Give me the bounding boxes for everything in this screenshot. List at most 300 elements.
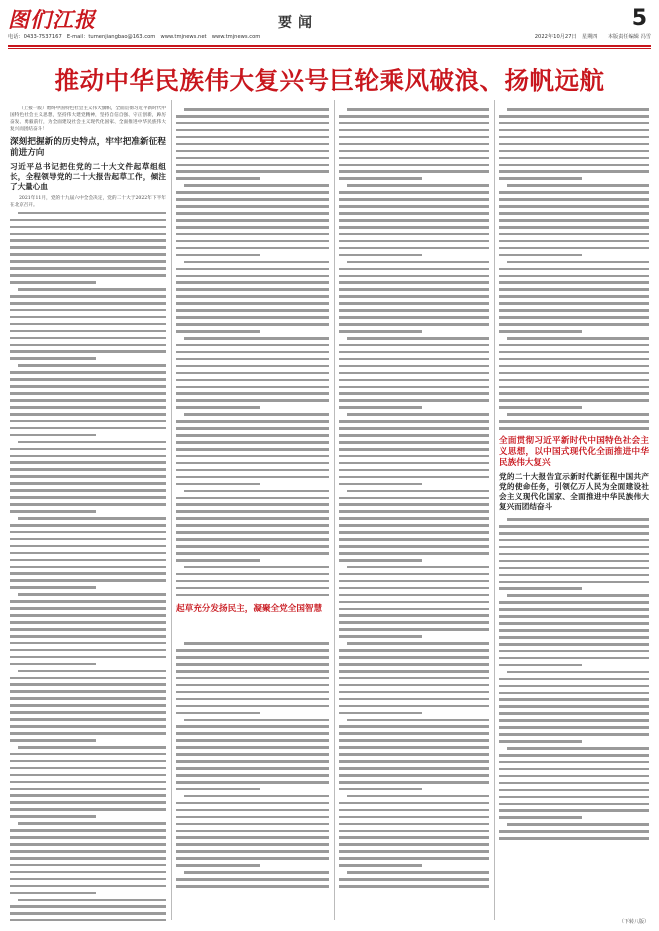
text-line-ink xyxy=(499,726,649,729)
text-line xyxy=(10,348,166,355)
text-line xyxy=(176,203,329,210)
text-line-ink xyxy=(176,365,329,368)
text-line-ink xyxy=(10,614,166,617)
intro-paragraph: （上接一版）始终中国特色社会主义伟大旗帜，全面贯彻习近平新时代中国特色社会主义思想，坚持伟大建党精神，坚持自信自强、守正创新，踔厉奋发、勇毅前行，为全面建设社会主义现代化国家、全面推进中华民族伟大复兴而团结奋斗！ xyxy=(10,106,166,132)
text-line-ink xyxy=(10,413,166,416)
text-line-ink xyxy=(339,205,489,208)
text-line-ink xyxy=(10,226,166,229)
text-line xyxy=(176,508,329,515)
text-line-ink xyxy=(10,690,166,693)
text-line xyxy=(176,189,329,196)
text-line xyxy=(10,765,166,772)
text-line xyxy=(339,384,489,391)
text-line xyxy=(176,404,329,411)
text-line xyxy=(339,293,489,300)
text-line-ink xyxy=(10,697,166,700)
text-line-ink xyxy=(499,532,649,535)
text-line xyxy=(176,460,329,467)
text-line xyxy=(10,237,166,244)
text-line xyxy=(339,231,489,238)
text-line-ink xyxy=(10,683,166,686)
text-line-ink xyxy=(176,739,329,742)
text-line-ink xyxy=(339,365,489,368)
text-line-ink xyxy=(10,448,166,451)
text-line-ink xyxy=(184,413,329,416)
text-line xyxy=(176,786,329,793)
text-line xyxy=(10,279,166,286)
text-line xyxy=(339,370,489,377)
text-line xyxy=(176,772,329,779)
text-line xyxy=(10,522,166,529)
text-line xyxy=(10,508,166,515)
text-line xyxy=(176,758,329,765)
text-line xyxy=(339,328,489,335)
text-line-ink xyxy=(176,191,329,194)
text-line-ink xyxy=(10,482,166,485)
text-line-ink xyxy=(176,164,329,167)
text-line-ink xyxy=(176,691,329,694)
text-line-ink xyxy=(10,878,166,881)
column-divider xyxy=(334,100,335,920)
text-line-ink xyxy=(339,295,489,298)
text-line-ink xyxy=(10,323,166,326)
text-line xyxy=(339,453,489,460)
text-line xyxy=(499,141,649,148)
text-line-ink xyxy=(339,857,489,860)
text-line xyxy=(499,411,649,418)
text-line-ink xyxy=(499,288,649,291)
text-line xyxy=(339,751,489,758)
text-line xyxy=(499,745,649,752)
text-line-ink xyxy=(184,108,329,111)
text-line-ink xyxy=(339,628,489,631)
text-line xyxy=(339,862,489,869)
text-line xyxy=(339,141,489,148)
text-line xyxy=(10,210,166,217)
text-line-ink xyxy=(339,420,489,423)
text-line-ink xyxy=(499,761,649,764)
text-line xyxy=(10,265,166,272)
text-line xyxy=(176,869,329,876)
text-line xyxy=(10,480,166,487)
text-line xyxy=(499,404,649,411)
text-line-ink xyxy=(176,129,329,132)
text-line-ink xyxy=(499,212,649,215)
text-line xyxy=(499,579,649,586)
text-line xyxy=(10,654,166,661)
text-line-ink xyxy=(499,650,649,653)
text-line-ink xyxy=(499,837,649,840)
text-line xyxy=(176,723,329,730)
text-line xyxy=(499,606,649,613)
text-line xyxy=(176,141,329,148)
text-line-ink xyxy=(339,621,489,624)
text-line-ink xyxy=(339,649,489,652)
text-line xyxy=(339,599,489,606)
text-line-ink xyxy=(499,636,649,639)
text-line xyxy=(176,793,329,800)
text-line-ink xyxy=(10,788,166,791)
text-line xyxy=(339,321,489,328)
text-line-ink xyxy=(339,386,489,389)
text-line-ink xyxy=(10,302,166,305)
text-line-ink xyxy=(10,538,166,541)
text-line-ink xyxy=(339,344,489,347)
text-line-ink xyxy=(339,885,489,888)
text-line-ink xyxy=(176,538,329,541)
text-line xyxy=(339,196,489,203)
text-line xyxy=(10,293,166,300)
text-line-ink xyxy=(339,864,422,867)
text-line xyxy=(499,113,649,120)
text-line xyxy=(339,578,489,585)
text-line-ink xyxy=(176,712,260,715)
text-line xyxy=(499,397,649,404)
text-line-ink xyxy=(499,733,649,736)
text-line-ink xyxy=(339,878,489,881)
text-line xyxy=(10,633,166,640)
text-line-ink xyxy=(339,247,489,250)
text-line xyxy=(499,293,649,300)
text-line-ink xyxy=(339,497,489,500)
text-line-ink xyxy=(499,136,649,139)
text-line-ink xyxy=(339,510,489,513)
text-line-ink xyxy=(10,621,166,624)
text-line xyxy=(176,474,329,481)
text-line-ink xyxy=(339,746,489,749)
text-line xyxy=(499,537,649,544)
text-line-ink xyxy=(507,184,649,187)
text-line xyxy=(339,349,489,356)
text-line xyxy=(499,231,649,238)
text-line-ink xyxy=(499,323,649,326)
text-line-ink xyxy=(10,864,166,867)
text-line-ink xyxy=(176,476,329,479)
text-line xyxy=(339,876,489,883)
text-line-ink xyxy=(347,337,489,340)
text-line-ink xyxy=(176,823,329,826)
text-line xyxy=(10,779,166,786)
text-line xyxy=(176,210,329,217)
text-line-ink xyxy=(499,587,582,590)
text-line-ink xyxy=(339,656,489,659)
text-line xyxy=(339,758,489,765)
text-line xyxy=(499,377,649,384)
text-line xyxy=(499,828,649,835)
text-line-ink xyxy=(499,664,582,667)
text-line xyxy=(176,252,329,259)
text-line-ink xyxy=(176,150,329,153)
text-line-ink xyxy=(339,351,489,354)
text-line xyxy=(176,217,329,224)
text-line-ink xyxy=(18,670,166,673)
text-line-ink xyxy=(499,775,649,778)
text-line-ink xyxy=(339,830,489,833)
text-line xyxy=(176,710,329,717)
text-line xyxy=(10,342,166,349)
text-line xyxy=(339,515,489,522)
text-line xyxy=(499,224,649,231)
text-line xyxy=(339,703,489,710)
text-line xyxy=(176,571,329,578)
text-line-ink xyxy=(176,288,329,291)
text-line xyxy=(499,599,649,606)
text-line-ink xyxy=(499,796,649,799)
text-line-ink xyxy=(10,371,166,374)
text-line-ink xyxy=(339,330,422,333)
text-line-ink xyxy=(339,427,489,430)
text-line xyxy=(339,286,489,293)
text-line-ink xyxy=(10,274,166,277)
text-line xyxy=(10,910,166,917)
text-line-ink xyxy=(176,427,329,430)
text-line-ink xyxy=(507,337,649,340)
text-line xyxy=(499,266,649,273)
text-line-ink xyxy=(10,475,166,478)
text-line xyxy=(339,425,489,432)
text-line xyxy=(339,848,489,855)
article-column-3 xyxy=(339,106,489,921)
text-line xyxy=(499,530,649,537)
text-line-ink xyxy=(176,122,329,125)
text-line xyxy=(176,654,329,661)
text-line xyxy=(10,758,166,765)
text-line-ink xyxy=(10,781,166,784)
section-subhead: 深刻把握新的历史特点，牢牢把准新征程前进方向 xyxy=(10,136,166,158)
text-line xyxy=(339,536,489,543)
text-line xyxy=(339,335,489,342)
column-divider xyxy=(494,100,495,920)
text-line-ink xyxy=(499,719,649,722)
text-line-ink xyxy=(10,357,96,360)
text-line-ink xyxy=(499,406,582,409)
text-line xyxy=(10,383,166,390)
text-line-ink xyxy=(339,725,489,728)
text-line-ink xyxy=(176,157,329,160)
text-line-ink xyxy=(10,233,166,236)
text-line-ink xyxy=(499,685,649,688)
text-line-ink xyxy=(176,503,329,506)
text-line-ink xyxy=(499,399,649,402)
date-info: 2022年10月27日 星期四 本版责任编辑 冯雪 xyxy=(534,34,651,40)
text-line-ink xyxy=(10,552,166,555)
text-line-ink xyxy=(10,885,166,888)
text-line xyxy=(499,127,649,134)
text-line-ink xyxy=(339,767,489,770)
text-line-ink xyxy=(176,441,329,444)
text-line-ink xyxy=(18,441,166,444)
text-line xyxy=(176,488,329,495)
text-line xyxy=(176,557,329,564)
text-line-ink xyxy=(507,823,649,826)
text-line-ink xyxy=(339,358,489,361)
text-line xyxy=(339,134,489,141)
text-line xyxy=(10,355,166,362)
text-line xyxy=(339,522,489,529)
text-line-ink xyxy=(10,253,166,256)
text-line xyxy=(176,751,329,758)
text-line xyxy=(176,120,329,127)
text-line-ink xyxy=(339,587,489,590)
text-line xyxy=(176,307,329,314)
text-line xyxy=(176,273,329,280)
text-line-ink xyxy=(499,622,649,625)
text-line-ink xyxy=(339,115,489,118)
text-line-ink xyxy=(499,177,582,180)
text-line-ink xyxy=(10,267,166,270)
text-line xyxy=(499,801,649,808)
text-line-ink xyxy=(339,157,489,160)
text-line-ink xyxy=(10,337,166,340)
text-line xyxy=(499,363,649,370)
text-line-ink xyxy=(10,399,166,402)
text-line xyxy=(176,765,329,772)
text-line-ink xyxy=(176,268,329,271)
text-line-ink xyxy=(10,857,166,860)
text-line-ink xyxy=(184,184,329,187)
text-line xyxy=(10,390,166,397)
text-line xyxy=(176,390,329,397)
text-line xyxy=(499,120,649,127)
text-line xyxy=(339,841,489,848)
text-line xyxy=(176,279,329,286)
text-line xyxy=(339,633,489,640)
text-line xyxy=(499,648,649,655)
text-line-ink xyxy=(499,351,649,354)
text-line-ink xyxy=(176,788,260,791)
text-line xyxy=(499,314,649,321)
text-line-ink xyxy=(339,372,489,375)
text-line-ink xyxy=(176,559,260,562)
text-line-ink xyxy=(339,663,489,666)
text-line-ink xyxy=(176,698,329,701)
text-line xyxy=(176,564,329,571)
text-line xyxy=(176,293,329,300)
text-line-ink xyxy=(347,871,489,874)
text-line-ink xyxy=(339,455,489,458)
text-line xyxy=(339,397,489,404)
text-line-ink xyxy=(10,767,166,770)
text-line xyxy=(339,307,489,314)
top-rule-thin xyxy=(8,48,651,49)
text-line xyxy=(499,175,649,182)
text-line xyxy=(499,731,649,738)
text-line xyxy=(10,487,166,494)
body-text-block xyxy=(176,106,329,890)
text-line-ink xyxy=(499,233,649,236)
text-line xyxy=(10,397,166,404)
text-line-ink xyxy=(176,767,329,770)
text-line-ink xyxy=(347,413,489,416)
text-line-ink xyxy=(184,261,329,264)
text-line-ink xyxy=(499,789,649,792)
text-line xyxy=(339,855,489,862)
text-line xyxy=(339,710,489,717)
text-line-ink xyxy=(339,316,489,319)
text-line-ink xyxy=(10,829,166,832)
text-line xyxy=(10,862,166,869)
text-line xyxy=(499,787,649,794)
text-line-ink xyxy=(176,746,329,749)
text-line-ink xyxy=(10,607,166,610)
text-line xyxy=(176,717,329,724)
body-text-block xyxy=(499,106,649,432)
text-line xyxy=(176,515,329,522)
text-line xyxy=(10,328,166,335)
text-line xyxy=(339,737,489,744)
text-line-ink xyxy=(339,219,489,222)
text-line-ink xyxy=(176,587,329,590)
text-line xyxy=(176,640,329,647)
text-line xyxy=(499,168,649,175)
text-line-ink xyxy=(339,531,489,534)
text-line xyxy=(176,668,329,675)
text-line xyxy=(499,724,649,731)
text-line xyxy=(176,349,329,356)
text-line xyxy=(339,564,489,571)
text-line-ink xyxy=(499,740,582,743)
text-line xyxy=(10,723,166,730)
text-line xyxy=(10,744,166,751)
text-line-ink xyxy=(176,434,329,437)
text-line-ink xyxy=(176,455,329,458)
text-line-ink xyxy=(347,490,489,493)
text-line xyxy=(176,779,329,786)
text-line-ink xyxy=(499,143,649,146)
text-line-ink xyxy=(339,323,489,326)
text-line-ink xyxy=(499,560,649,563)
text-line-ink xyxy=(339,240,489,243)
text-line xyxy=(339,155,489,162)
text-line xyxy=(339,390,489,397)
text-line-ink xyxy=(499,643,649,646)
text-line xyxy=(339,529,489,536)
text-line-ink xyxy=(10,510,96,513)
text-line xyxy=(339,404,489,411)
text-line xyxy=(339,460,489,467)
section-subhead: 起草充分发扬民主，凝聚全党全国智慧 xyxy=(176,604,323,614)
text-line-ink xyxy=(339,698,489,701)
text-line xyxy=(499,516,649,523)
text-line xyxy=(499,592,649,599)
text-line-ink xyxy=(176,656,329,659)
text-line-ink xyxy=(339,816,489,819)
text-line-ink xyxy=(10,892,96,895)
text-line-ink xyxy=(176,351,329,354)
text-line-ink xyxy=(339,122,489,125)
text-line-ink xyxy=(499,615,649,618)
text-line-ink xyxy=(499,601,649,604)
text-line-ink xyxy=(339,545,489,548)
text-line xyxy=(339,612,489,619)
text-line xyxy=(339,418,489,425)
text-line-ink xyxy=(10,455,166,458)
text-line xyxy=(10,917,166,921)
text-line xyxy=(10,550,166,557)
text-line xyxy=(10,675,166,682)
text-line-ink xyxy=(499,247,649,250)
text-line xyxy=(339,550,489,557)
text-line xyxy=(176,834,329,841)
text-line-ink xyxy=(339,559,422,562)
text-line-ink xyxy=(339,843,489,846)
text-line xyxy=(10,439,166,446)
text-line-ink xyxy=(339,503,489,506)
text-line-ink xyxy=(176,309,329,312)
text-line xyxy=(10,883,166,890)
text-line-ink xyxy=(176,725,329,728)
text-line-ink xyxy=(10,246,166,249)
